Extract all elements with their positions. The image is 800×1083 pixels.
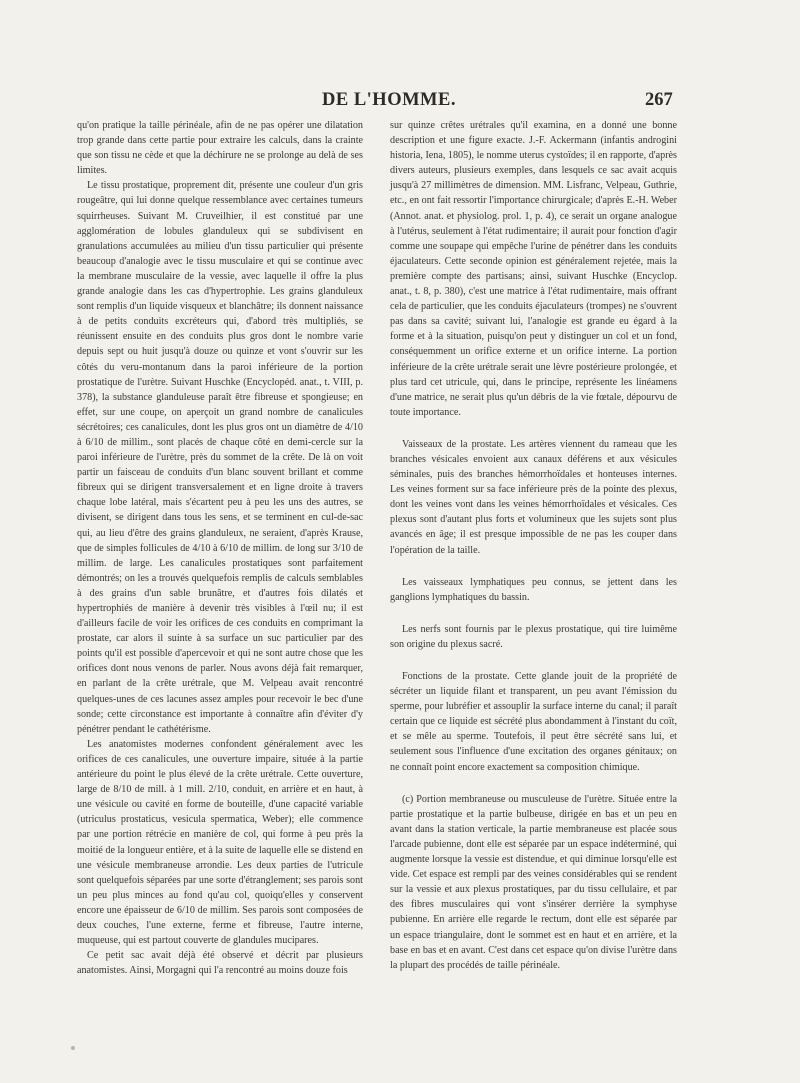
paragraph: Ce petit sac avait déjà été observé et décrit par plusieurs anatomistes. Ainsi, Morgagni qui l'a rencontré au moins douze fois [77,950,363,977]
section-nerves: Les nerfs sont fournis par le plexus prostatique, qui tire luimême son origine du plexus sacré. [390,623,677,650]
right-column [390,118,677,973]
section-functions: Fonctions de la prostate. Cette glande jouit de la propriété de sécréter un liquide filant et transparent, un peu avant l'émission du sperme, pour lubréfier et assouplir la surface interne du canal; il paraît certain que ce liquide est sécrété plus abondamment à l'instant du coït, et se mêle au sperme. Toutefois, il peut être sécrété sans lui, et seulement sous l'influence d'une excitation des organes génitaux; on ne connaît point encore exactement sa composition chimique. [390,671,677,773]
section-membranous-urethra: (c) Portion membraneuse ou musculeuse de l'urètre. Située entre la partie prostatique et la partie bulbeuse, dirigée en bas et un peu en avant dans la station verticale, la partie membraneuse est placée sous l'arcade pubienne, dont elle est séparée par un espace indéterminé, qui augmente lorsque la vessie est distendue, et qui diminue lorsqu'elle est vide. Cet espace est rempli par des veines considérables qui se rendent sur la vessie et aux plexus prostatiques, par du tissu cellulaire, et par des fibres musculaires qui vont s'insérer derrière la symphyse pubienne. En arrière elle regarde le rectum, dont elle est séparée par un espace triangulaire, dont le sommet est en haut et en arrière, et la base en bas et en avant. C'est dans cet espace qu'on divise l'urètre dans la plupart des procédés de taille périnéale. [390,793,677,971]
left-column [77,118,363,978]
paragraph: Les anatomistes modernes confondent généralement avec les orifices de ces canalicules, une ouverture impaire, située à la partie antérieure du point le plus élevé de la crête urétrale. Cette ouverture, large de 8/10 de mill. à 1 mill. 2/10, conduit, en arrière et en haut, à une vésicule ou cavité en forme de bouteille, d'une capacité variable (utriculus prostaticus, vesicula spermatica, Weber); elle commence par une portion rétrécie en manière de col, qui forme à peu près la moitié de la longueur entière, et à la suite de laquelle elle se distend en une vésicule membraneuse arrondie. Les deux parties de l'utricule sont quelquefois séparées par une sorte d'étranglement; ses parois sont un peu plus minces au fond qu'au col, quoiqu'elles y conservent encore une épaisseur de 6/10 de millim. Ses parois sont composées de deux couches, l'une externe, ferme et fibreuse, l'autre interne, muqueuse, qui est partout couverte de glandules mucipares. [77,738,363,947]
section-lymphatics: Les vaisseaux lymphatiques peu connus, se jettent dans les ganglions lymphatiques du bassin. [390,576,677,603]
paragraph: sur quinze crêtes urétrales qu'il examina, en a donné une bonne description et une figure exacte. J.-F. Ackermann (infantis androgini historia, Iena, 1805), le nomme uterus cystoïdes; il en rapporte, d'après divers auteurs, plusieurs exemples, dans lesquels ce sac avait acquis jusqu'à 27 millimètres de dimension. MM. Lisfranc, Velpeau, Guthrie, etc., en ont fait ressortir l'importance chirurgicale; d'après E.-H. Weber (Annot. anat. et physiolog. prol. 1, p. 4), ce serait un organe analogue à l'utérus, seulement à l'état rudimentaire; il aurait pour fonction d'agir comme une soupape qui empêche l'urine de pénétrer dans les conduits éjaculateurs. Cette seconde opinion est généralement rejetée, mais la première compte des partisans; ainsi, suivant Huschke (Encyclop. anat., t. 8, p. 380), c'est une matrice à l'état rudimentaire, mais offrant cela de particulier, que les conduits éjaculateurs (trompes) ne s'ouvrent pas dans sa cavité; suivant lui, l'analogie est grande eu égard à la forme et à la situation, puisqu'on peut y distinguer un col et un fond, conséquemment un orifice externe et un orifice interne. La portion inférieure de la crête urétrale serait une lèvre postérieure prolongée, et plus tard cet utricule, qui, dans le principe, représente les linéamens d'une matrice, ne serait plus qu'un débris de la vie fœtale, dépourvu de toute importance. [390,120,677,418]
paper-speck [71,1046,75,1050]
section-vessels: Vaisseaux de la prostate. Les artères viennent du rameau que les branches vésicales envoient aux canaux déférens et aux vésicules séminales, puis des branches hémorrhoïdales et honteuses internes. Les veines forment sur sa face inférieure près de la pointe des plexus, dont les veines vont dans les veines hémorrhoïdales et vésicales. Ces plexus sont d'autant plus forts et volumineux que les sujets sont plus avancés en âge; il est presque impossible de ne pas les couper dans l'opération de la taille. [390,438,677,556]
page-number: 267 [645,90,673,110]
paragraph: Le tissu prostatique, proprement dit, présente une couleur d'un gris rougeâtre, qui lui donne quelque ressemblance avec certaines tumeurs squirrheuses. Suivant M. Cruveilhier, il est constitué par une agglomération de lobules glanduleux qui se subdivisent en granulations accumulées au milieu d'un tissu particulier qui présente beaucoup d'analogie avec le tissu musculaire et qui se continue avec la membrane musculaire de la vessie, avec laquelle il offre la plus grande analogie dans les cas d'hypertrophie. Les grains glanduleux sont remplis d'un liquide visqueux et blanchâtre; ils donnent naissance à de petits conduits excréteurs qui, d'abord très multipliés, se réunissent ensuite en des conduits plus gros dont le nombre varie depuis sept ou huit jusqu'à douze ou quinze et vont s'ouvrir sur les côtés du veru-montanum dans la paroi inférieure de la portion prostatique de l'urètre. Suivant Huschke (Encyclopéd. anat., t. VIII, p. 378), la substance glanduleuse paraît être fibreuse et spongieuse; en effet, sur une coupe, on aperçoit un grand nombre de canalicules sécrétoires; ces canalicules, dont les plus gros ont un diamètre de 4/10 à 6/10 de millim., sont placés de chaque côté en demi-cercle sur la paroi inférieure de l'urètre, près du sommet de la crête. De là on voit partir un faisceau de conduits d'un blanc souvent brillant et comme fibreux qui se dirigent transversalement et en ligne droite à travers chaque lobe latéral, mais s'écartent peu à peu les uns des autres, se divisent, se dirigent dans tous les sens, et se terminent en cul-de-sac qui, au lieu d'être des grains glanduleux, ne seraient, d'après Krause, que de simples follicules de 4/10 à 6/10 de millim. de long sur 3/10 de millim. de large. Les canalicules prostatiques sont parfaitement démontrés; on les a trouvés quelquefois remplis de calculs semblables à des grains d'un sable brunâtre, et d'autres fois dilatés et hypertrophiés de manière à devenir très visibles à l'œil nu; il est d'ailleurs facile de voir les orifices de ces conduits en comprimant la prostate, car alors il suinte à sa surface un suc particulier par des points qu'il est possible d'apercevoir et qui ne sont autre chose que les orifices dont nous venons de parler. Nous avons déjà fait remarquer, en parlant de la crête urétrale, que M. Velpeau avait rencontré quelques-unes de ces lacunes assez amples pour recevoir le bec d'une sonde; cette circonstance est importante à connaître afin d'éviter d'y pénétrer pendant le cathétérisme. [77,180,363,735]
paragraph: qu'on pratique la taille périnéale, afin de ne pas opérer une dilatation trop grande dans cette partie pour extraire les calculs, dans la crainte que son tissu ne cède et que la déchirure ne se prolonge au delà de ses limites. [77,120,363,177]
running-title: DE L'HOMME. [322,90,456,110]
